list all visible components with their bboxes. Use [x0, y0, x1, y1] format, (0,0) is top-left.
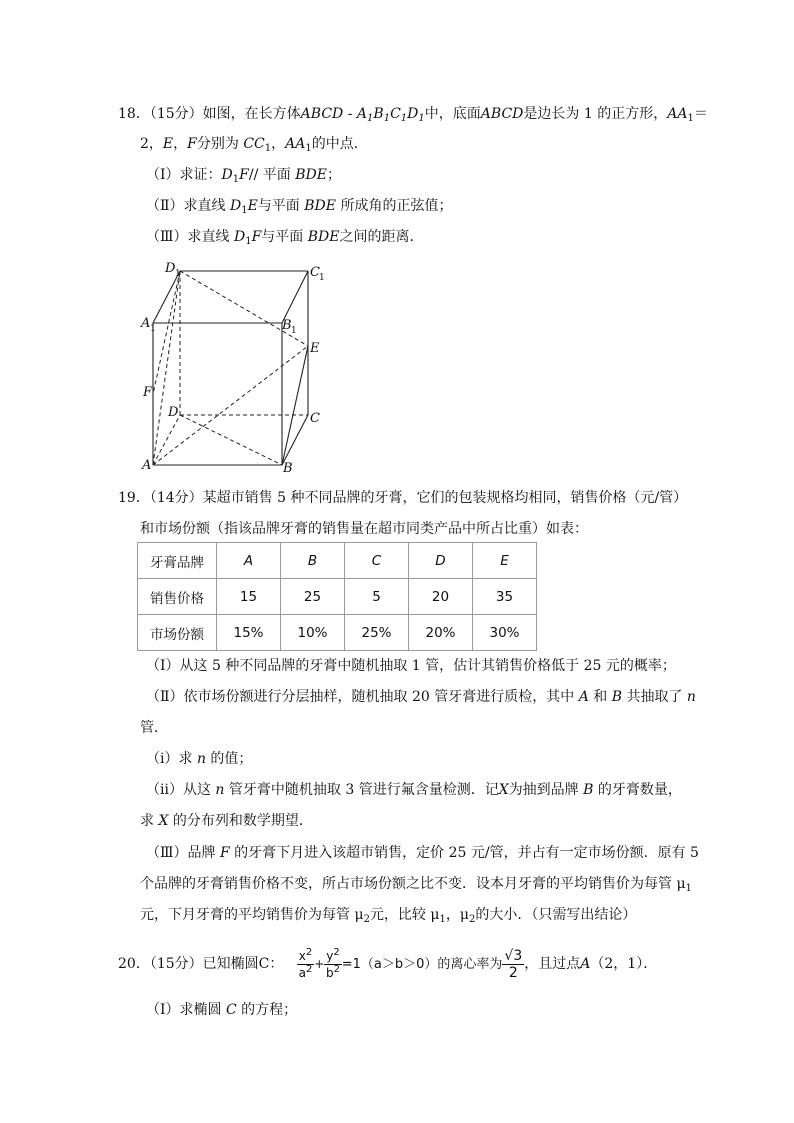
q20-part1-C: C	[225, 1002, 237, 1018]
q19-sub-ii-b: 管牙膏中随机抽取 3 管进行氟含量检测．记	[228, 782, 499, 798]
q19-part3-F: F	[219, 845, 230, 861]
table-cell: 销售价格	[138, 579, 217, 615]
q18-line-2: 2，E，F分别为 $CC_1$，$AA_1$的中点．	[140, 136, 368, 154]
label-a1: A	[141, 316, 151, 331]
q18-point-f: F	[187, 136, 197, 152]
q18-point-e: E	[162, 136, 174, 152]
q18-solid-top: $A_1B_1C_1D_1$	[356, 106, 425, 124]
q19-part3-a: （Ⅲ）品牌	[146, 845, 216, 861]
table-cell: 30%	[473, 615, 537, 651]
q19-part3-b: 的牙膏下月进入该超市销售，定价 25 元/管，并占有一定市场份额．原有 5	[234, 845, 699, 861]
q18-line-1: 18．（15分）如图，在长方体ABCD - $A_1B_1C_1D_1$中，底面ABCD是边长为 1 的正方形，$AA_1=$	[118, 106, 708, 124]
label-b1-sub: 1	[291, 326, 297, 336]
q19-part-3-line3	[140, 905, 636, 925]
q19-sub-ii-2b: 的分布列和数学期望．	[172, 813, 313, 829]
table-cell: 5	[345, 579, 409, 615]
q19-part3-2: 个品牌的牙膏销售价格不变，所占市场份额之比不变．设本月牙膏的平均销售价为每管 μ	[140, 876, 686, 892]
q19-sub-ii-2X: X	[158, 813, 169, 829]
q19-part2-a: （Ⅱ）依市场份额进行分层抽样，随机抽取 20 管牙膏进行质检，其中	[146, 689, 575, 705]
edge-b1c1	[282, 271, 308, 323]
q18-part3-b: F	[251, 229, 262, 245]
q19-sub-i	[146, 749, 252, 769]
q18-line2-c: 的中点．	[311, 136, 368, 152]
q18-part-3: （Ⅲ）求直线 $D_1F$与平面 BDE之间的距离．	[146, 229, 424, 247]
q18-seg2: AA	[285, 136, 306, 152]
q19-sub-ii-cont	[140, 811, 313, 831]
q20-coords: （2，1）．	[590, 956, 658, 972]
q19-part3-3d: 的大小．（只需写出结论）	[475, 907, 637, 923]
q19-part3-sub2: 2	[468, 914, 476, 925]
q19-part2-b: 共抽取了	[626, 689, 683, 705]
table-cell: 15	[217, 579, 281, 615]
label-d1: D	[165, 261, 176, 276]
label-d1-sub: 1	[175, 269, 181, 279]
q20-stem-2: ，且过点	[524, 956, 581, 972]
label-c1: C	[310, 265, 320, 280]
table-header-cell: B	[281, 543, 345, 579]
q20-eq1: =1（a＞b＞0）的离心率为	[341, 957, 503, 972]
ellipse-fraction-x	[297, 948, 314, 981]
label-a: A	[142, 458, 152, 473]
q18-part3-end: 之间的距离．	[339, 229, 424, 245]
q18-edge: AA	[667, 106, 688, 122]
q18-part1-end: ；	[326, 167, 341, 183]
table-cell: 25%	[345, 615, 409, 651]
table-cell: 市场份额	[138, 615, 217, 651]
label-c1-sub: 1	[319, 273, 325, 283]
q18-number: 18．	[118, 106, 150, 122]
q18-part2-plane: BDE	[304, 198, 336, 214]
q18-part1-c: // 平面	[248, 167, 291, 183]
q19-sub-ii-2a: 求	[140, 813, 154, 829]
q19-part3-3sub: 2	[363, 914, 370, 925]
q18-comma: ，	[173, 136, 188, 152]
q19-part-1	[146, 656, 676, 676]
q19-sub-ii-c: 为抽到品牌	[508, 782, 579, 798]
table-header-cell: D	[409, 543, 473, 579]
q18-part1-plane: BDE	[295, 167, 327, 183]
eccentricity-fraction	[502, 948, 524, 981]
q18-part2-c: 与平面	[257, 198, 300, 214]
q19-stem-1: 某超市销售 5 种不同品牌的牙膏，它们的包装规格均相同，销售价格（元/管）	[202, 490, 688, 506]
q19-part2-A: A	[578, 689, 589, 705]
edge-db-hidden	[180, 415, 282, 465]
q18-comma-2: ，	[271, 136, 286, 152]
q20-y: y	[326, 948, 334, 963]
q20-stem-1: 已知椭圆C：	[202, 956, 284, 972]
q19-part3-3a: 元，下月牙膏的平均销售价为每管 μ	[140, 907, 364, 923]
table-cell: 20%	[409, 615, 473, 651]
q20-line-1	[118, 946, 657, 983]
q18-part3-c: 与平面	[261, 229, 304, 245]
table-row	[138, 543, 537, 579]
q19-line-2	[140, 519, 588, 539]
q20-part1-a: （Ⅰ）求椭圆	[146, 1002, 222, 1018]
q19-part2-n: n	[686, 689, 696, 705]
q19-part3-3b: 元，比较 μ	[369, 907, 440, 923]
q18-stem-text-2: 中，底面	[424, 106, 481, 122]
q20-pt: A	[580, 956, 591, 972]
q19-part2-and: 和	[593, 689, 608, 705]
q18-part2-a: D	[229, 198, 242, 214]
table-row	[138, 579, 537, 615]
label-c: C	[310, 411, 320, 426]
cuboid-figure	[138, 258, 338, 478]
q18-part-2: （Ⅱ）求直线 $D_1E$与平面 BDE 所成角的正弦值；	[146, 198, 453, 216]
q19-sub-i-b: 的值；	[210, 751, 253, 767]
q18-part1-b: F	[239, 167, 249, 183]
q19-sub-ii-a: （ⅱ）从这	[146, 782, 211, 798]
q18-stem-text: 如图，在长方体	[202, 106, 301, 122]
q18-part2-label: （Ⅱ）求直线	[146, 198, 226, 214]
q18-part2-end: 所成角的正弦值；	[340, 198, 453, 214]
edge-d1f-hidden	[153, 271, 180, 394]
q19-part1-text: （Ⅰ）从这 5 种不同品牌的牙膏中随机抽取 1 管，估计其销售价格低于 25 元的概率；	[146, 658, 676, 674]
q18-part3-a: D	[233, 229, 246, 245]
q20-a-exp: 2	[305, 963, 313, 975]
q19-sub-ii-B: B	[583, 782, 594, 798]
q18-part1-label: （Ⅰ）求证：	[146, 167, 222, 183]
q19-number: 19．	[118, 490, 150, 506]
table-row	[138, 615, 537, 651]
table-cell: 25	[281, 579, 345, 615]
q19-part3-2sub: 1	[685, 883, 692, 894]
q20-part1-b: 的方程；	[241, 1002, 298, 1018]
q19-part-3	[146, 843, 699, 863]
label-b1: B	[282, 318, 292, 333]
label-f: F	[143, 385, 153, 400]
q19-line-1	[118, 488, 687, 508]
q19-part-2-cont	[140, 718, 168, 738]
ellipse-fraction-y	[324, 948, 341, 981]
q19-sub-ii-n: n	[215, 782, 225, 798]
q18-part3-label: （Ⅲ）求直线	[146, 229, 230, 245]
q19-sub-ii	[146, 780, 682, 800]
q19-sub-ii-d: 的牙膏数量，	[597, 782, 682, 798]
q20-sqrt: √3	[504, 947, 523, 964]
q19-sub-ii-X: X	[498, 782, 509, 798]
q18-part2-b: E	[247, 198, 258, 214]
edge-bc	[282, 415, 308, 465]
q18-eq: ＝	[693, 106, 708, 122]
q18-base-name: ABCD	[480, 106, 524, 122]
label-b: B	[283, 461, 293, 476]
toothpaste-table	[137, 542, 537, 651]
q19-part2-c: 管．	[140, 720, 168, 736]
label-d: D	[168, 405, 179, 420]
q19-points: （14分）	[149, 490, 203, 506]
q19-stem-2: 和市场份额（指该品牌牙膏的销售量在超市同类产品中所占比重）如表：	[140, 521, 588, 537]
q20-y-exp: 2	[333, 946, 340, 958]
q20-b-exp: 2	[333, 963, 341, 975]
q18-part1-a: D	[221, 167, 233, 183]
table-cell: 35	[473, 579, 537, 615]
q19-part3-sub1: 1	[439, 914, 446, 925]
q20-part-1	[146, 1000, 297, 1020]
q19-part2-B: B	[611, 689, 623, 705]
q20-x: x	[298, 948, 306, 963]
q18-points: （15分）	[149, 106, 203, 122]
q18-stem-text-3: 是边长为 1 的正方形，	[523, 106, 668, 122]
q18-line2-b: 分别为	[196, 136, 239, 152]
q20-plus: +	[314, 957, 325, 971]
q18-line2-a: 2，	[140, 136, 163, 152]
table-cell: 20	[409, 579, 473, 615]
q19-part-2	[146, 687, 696, 707]
q20-b: b	[326, 965, 334, 980]
label-a1-sub: 1	[150, 324, 156, 334]
q20-a: a	[298, 965, 306, 980]
q18-part-1: （Ⅰ）求证：$D_1F//$ 平面 BDE；	[146, 167, 341, 185]
table-header-cell: E	[473, 543, 537, 579]
table-header-cell: 牙膏品牌	[138, 543, 217, 579]
table-header-cell: C	[345, 543, 409, 579]
q18-solid-name: ABCD	[300, 106, 344, 122]
q19-sub-i-n: n	[196, 751, 206, 767]
q18-solid-sep: -	[343, 106, 357, 122]
table-cell: 15%	[217, 615, 281, 651]
q19-part3-3c: ，μ	[445, 907, 469, 923]
q19-part-3-line2	[140, 874, 692, 894]
q20-number: 20．	[118, 956, 150, 972]
q20-x-exp: 2	[305, 946, 313, 958]
table-header-cell: A	[217, 543, 281, 579]
q18-part3-plane: BDE	[307, 229, 340, 245]
label-e: E	[310, 341, 320, 356]
q19-sub-i-a: （ⅰ）求	[146, 751, 193, 767]
edge-be	[282, 346, 308, 465]
edge-ad-hidden	[153, 415, 180, 465]
q20-points: （15分）	[149, 956, 203, 972]
table-cell: 10%	[281, 615, 345, 651]
q18-seg1: CC	[243, 136, 265, 152]
q20-den2: 2	[508, 964, 518, 981]
edge-ad1-hidden	[153, 271, 180, 465]
